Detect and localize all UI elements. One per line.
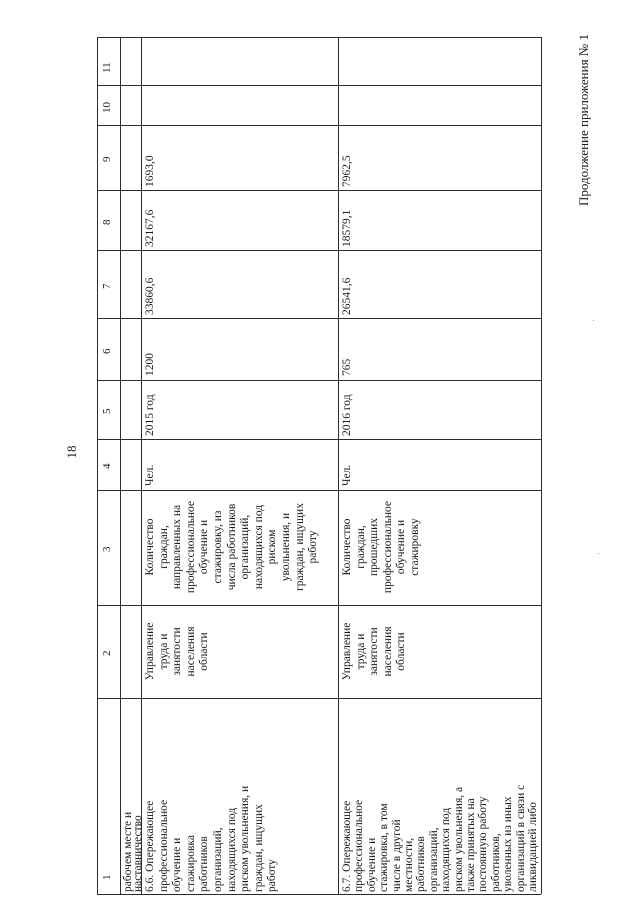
scan-speck [593,320,594,321]
page-number: 18 [64,445,79,459]
scan-speck [598,553,599,554]
continuation-heading: Продолжение приложения № 1 [576,34,591,206]
